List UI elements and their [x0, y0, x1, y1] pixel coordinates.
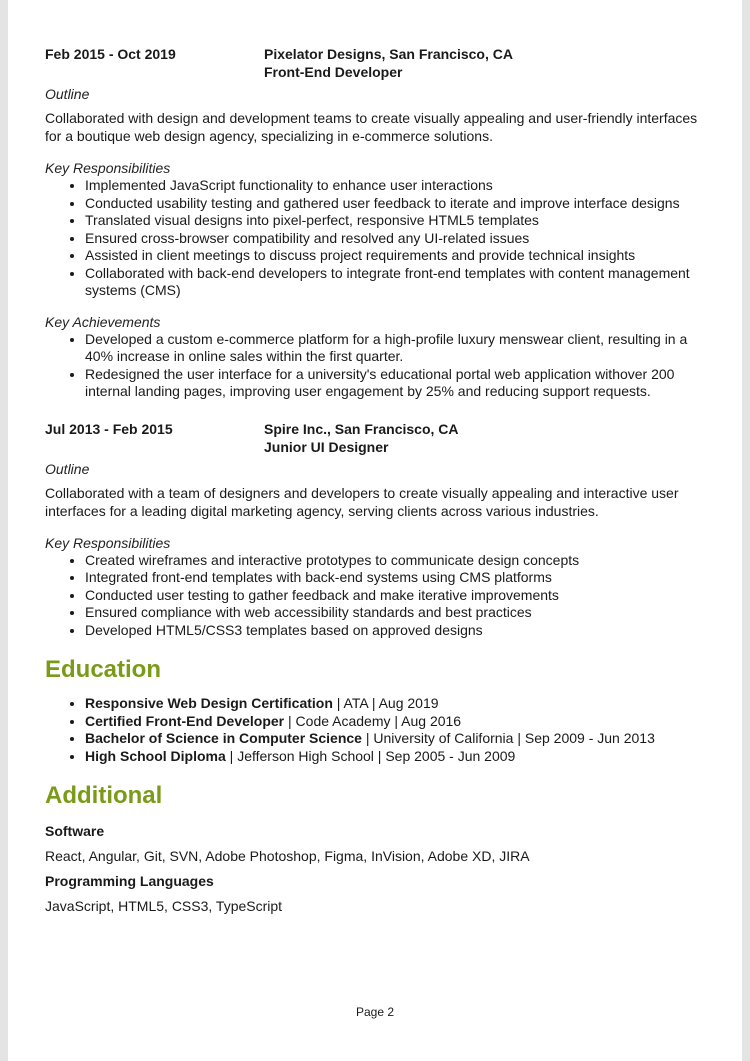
languages-text: JavaScript, HTML5, CSS3, TypeScript — [45, 898, 283, 914]
list-item: • Translated visual designs into pixel-perfect, responsive HTML5 templates — [85, 212, 700, 230]
outline-text: Collaborated with a team of designers and developers to create visually appealing and interactive user interfaces for a leading digital marketing agency, serving clients across various industries. — [45, 484, 679, 519]
outline-label: Outline — [45, 86, 90, 102]
list-item — [85, 713, 700, 731]
list-item — [85, 695, 700, 713]
job-title: Front-End Developer — [264, 64, 403, 80]
list-item: • Ensured compliance with web accessibility standards and best practices — [85, 604, 700, 622]
job-header — [45, 45, 700, 81]
languages-label: Programming Languages — [45, 873, 214, 889]
outline-text: Collaborated with design and development teams to create visually appealing and user-friendly interfaces for a boutique web design agency, specializing in e-commerce solutions. — [45, 110, 698, 144]
education-name: High School Diploma — [85, 747, 226, 764]
job-header — [45, 420, 700, 456]
responsibilities-list — [45, 177, 700, 300]
outline-label: Outline — [45, 460, 90, 477]
education-name: Certified Front-End Developer — [85, 712, 285, 729]
list-item: • Redesigned the user interface for a university's educational portal web application withover 200 internal landing pages, improving user engagement by 25% and reducing support requests. — [85, 366, 700, 401]
list-item — [85, 730, 700, 748]
responsibilities-label: Key Responsibilities — [45, 160, 171, 176]
job-dates: Jul 2013 - Feb 2015 — [45, 420, 173, 437]
achievements-label: Key Achievements — [45, 313, 161, 330]
list-item: • Assisted in client meetings to discuss project requirements and provide technical insights — [85, 247, 700, 265]
job-dates: Feb 2015 - Oct 2019 — [45, 46, 176, 62]
section-heading: Education — [45, 656, 162, 683]
software-text: React, Angular, Git, SVN, Adobe Photoshop, Figma, InVision, Adobe XD, JIRA — [45, 848, 530, 864]
achievements-list — [45, 331, 700, 401]
additional-section — [45, 782, 700, 915]
job-company: Spire Inc., San Francisco, CA — [264, 420, 459, 437]
page-number: Page 2 — [355, 1005, 395, 1019]
list-item — [85, 748, 700, 766]
list-item: • Created wireframes and interactive prototypes to communicate design concepts — [85, 552, 700, 570]
education-name: Responsive Web Design Certification — [85, 695, 333, 711]
responsibilities-label: Key Responsibilities — [45, 534, 171, 551]
job-company: Pixelator Designs, San Francisco, CA — [264, 46, 513, 62]
education-detail: | ATA | Aug 2019 — [332, 695, 439, 711]
education-detail: | Code Academy | Aug 2016 — [284, 712, 462, 729]
resume-page — [8, 0, 742, 1061]
education-detail: | University of California | Sep 2009 - Jun 2013 — [361, 730, 655, 746]
education-list — [45, 695, 700, 765]
job-entry — [45, 45, 700, 401]
list-item: • Integrated front-end templates with back-end systems using CMS platforms — [85, 569, 700, 587]
job-title: Junior UI Designer — [264, 438, 389, 455]
education-detail: | Jefferson High School | Sep 2005 - Jun 2009 — [225, 747, 516, 764]
list-item: • Conducted usability testing and gathered user feedback to iterate and improve interface designs — [85, 195, 700, 213]
job-entry — [45, 420, 700, 640]
list-item: • Collaborated with back-end developers to integrate front-end templates with content management systems (CMS) — [85, 265, 700, 300]
list-item: • Developed a custom e-commerce platform for a high-profile luxury menswear client, resulting in a 40% increase in online sales within the first quarter. — [85, 331, 700, 366]
software-label: Software — [45, 823, 105, 839]
education-section — [45, 656, 700, 765]
page-content — [45, 45, 700, 915]
list-item: • Developed HTML5/CSS3 templates based on approved designs — [85, 622, 700, 640]
responsibilities-list — [45, 552, 700, 640]
list-item: • Implemented JavaScript functionality to enhance user interactions — [85, 177, 700, 195]
education-name: Bachelor of Science in Computer Science — [85, 730, 362, 746]
section-heading: Additional — [45, 782, 163, 809]
list-item: • Ensured cross-browser compatibility and resolved any UI-related issues — [85, 230, 700, 248]
list-item: • Conducted user testing to gather feedback and make iterative improvements — [85, 587, 700, 605]
